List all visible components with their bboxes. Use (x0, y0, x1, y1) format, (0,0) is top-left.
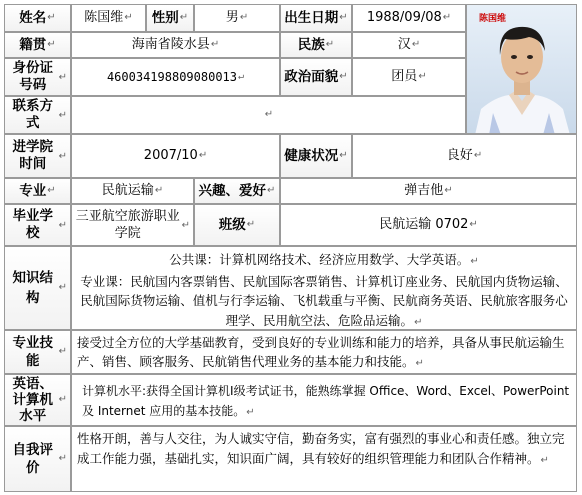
computer-label: 英语、计算机水平 ↵ (4, 374, 71, 426)
knowledge-value (71, 246, 577, 330)
enroll-label: 进学院时间 ↵ (4, 134, 71, 178)
knowledge-major: 专业课：民航国内客票销售、民航国际客票销售、计算机订座业务、民航国内货物运输、民航国际货物运输、值机与行李运输、飞机载重与平衡、民航商务英语、民航旅客服务心理学、民用航空法、危险品运输。↵ (80, 273, 568, 328)
health-value: 良好 ↵ (352, 134, 577, 178)
enroll-value: 2007/10 ↵ (71, 134, 280, 178)
photo-caption: 陈国维 (479, 14, 507, 24)
politics-value: 团员 ↵ (352, 58, 466, 96)
major-value: 民航运输 ↵ (71, 178, 194, 204)
knowledge-label: 知识结构 ↵ (4, 246, 71, 330)
name-value: 陈国维 ↵ (71, 4, 146, 32)
origin-label: 籍贯 ↵ (4, 32, 71, 58)
self-label: 自我评价 ↵ (4, 426, 71, 492)
contact-label: 联系方式 ↵ (4, 96, 71, 134)
name-label: 姓名 ↵ (4, 4, 71, 32)
knowledge-public: 公共课：计算机网络技术、经济应用数学、大学英语。↵ (169, 252, 479, 267)
major-label: 专业 ↵ (4, 178, 71, 204)
gender-value: 男 ↵ (194, 4, 280, 32)
birth-label: 出生日期 ↵ (280, 4, 352, 32)
class-value: 民航运输 0702 ↵ (280, 204, 577, 246)
id-label: 身份证号码 ↵ (4, 58, 71, 96)
self-value: 性格开朗，善与人交往，为人诚实守信，勤奋务实，富有强烈的事业心和责任感。独立完成工作能力强，基础扎实，知识面广阔，具有较好的组织管理能力和团队合作精神。↵ (71, 426, 577, 492)
portrait-image (467, 5, 577, 134)
ethnicity-value: 汉 ↵ (352, 32, 466, 58)
school-value: 三亚航空旅游职业学院 ↵ (71, 204, 194, 246)
contact-value: ↵ (71, 96, 466, 134)
politics-label: 政治面貌 ↵ (280, 58, 352, 96)
ethnicity-label: 民族 ↵ (280, 32, 352, 58)
school-label: 毕业学校 ↵ (4, 204, 71, 246)
birth-value: 1988/09/08 ↵ (352, 4, 466, 32)
profile-photo (466, 4, 577, 134)
skills-label: 专业技能 ↵ (4, 330, 71, 374)
computer-value: 计算机水平:获得全国计算机Ⅰ级考试证书，能熟练掌握 Office、Word、Excel、PowerPoint 及 Internet 应用的基本技能。↵ (71, 374, 577, 426)
gender-label: 性别 ↵ (146, 4, 194, 32)
hobby-value: 弹吉他 ↵ (280, 178, 577, 204)
class-label: 班级 ↵ (194, 204, 280, 246)
origin-value: 海南省陵水县 ↵ (71, 32, 280, 58)
hobby-label: 兴趣、爱好 ↵ (194, 178, 280, 204)
health-label: 健康状况 ↵ (280, 134, 352, 178)
skills-value: 接受过全方位的大学基础教育，受到良好的专业训练和能力的培养，具备从事民航运输生产、销售、顾客服务、民航销售代理业务的基本能力和技能。↵ (71, 330, 577, 374)
id-value: 460034198809080013 ↵ (71, 58, 280, 96)
